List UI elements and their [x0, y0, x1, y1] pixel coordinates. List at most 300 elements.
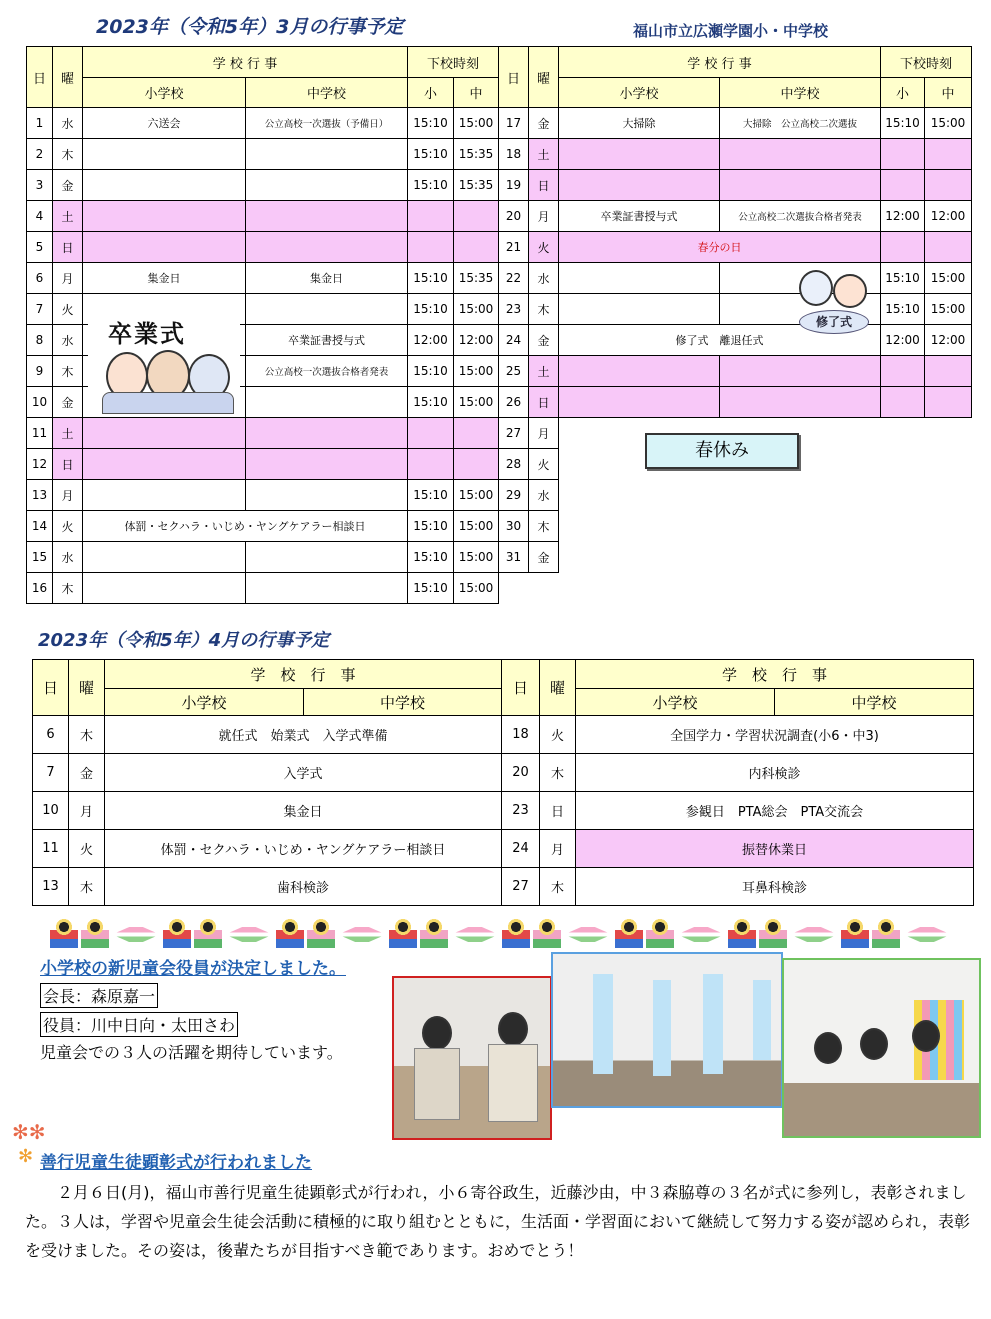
event-elem-cell: [559, 542, 720, 573]
col-elem: 小学校: [105, 689, 304, 716]
table-row: [27, 108, 499, 139]
weekday-cell: 月: [53, 263, 83, 294]
weekday-cell: 月: [529, 418, 559, 449]
weekday-cell: 月: [529, 201, 559, 232]
event-elem-cell: [83, 170, 246, 201]
day-cell: 1: [27, 108, 53, 139]
weekday-cell: 木: [69, 868, 105, 906]
event-junior-cell: [246, 418, 408, 449]
march-table-right: [498, 46, 972, 573]
day-cell: 8: [27, 325, 53, 356]
time-elem-cell: [881, 480, 925, 511]
weekday-cell: 木: [540, 754, 576, 792]
time-junior-cell: 15:00: [454, 542, 499, 573]
event-cell: 入学式: [105, 754, 502, 792]
event-junior-cell: 公立高校二次選抜合格者発表: [720, 201, 881, 232]
col-day: 日: [502, 660, 540, 716]
day-cell: 5: [27, 232, 53, 263]
col-junior: 中学校: [720, 78, 881, 108]
time-junior-cell: 15:00: [454, 511, 499, 542]
weekday-cell: 金: [529, 108, 559, 139]
event-junior-cell: [246, 294, 408, 325]
col-e: 小: [881, 78, 925, 108]
flower-icon: ✻: [18, 1146, 34, 1167]
event-elem-cell: [83, 542, 246, 573]
table-row: [499, 480, 972, 511]
time-junior-cell: [925, 511, 972, 542]
time-elem-cell: 15:10: [408, 480, 454, 511]
day-cell: 29: [499, 480, 529, 511]
weekday-cell: 日: [529, 170, 559, 201]
event-junior-cell: [246, 542, 408, 573]
weekday-cell: 土: [53, 201, 83, 232]
award-body: [25, 1178, 970, 1265]
table-row: [502, 868, 974, 906]
col-weekday: 曜: [69, 660, 105, 716]
time-junior-cell: 15:00: [925, 108, 972, 139]
col-weekday: 曜: [529, 47, 559, 108]
col-elem: 小学校: [576, 689, 775, 716]
hina-doll-icon: [728, 918, 756, 948]
event-elem-cell: [559, 294, 720, 325]
hina-doll-icon: [646, 918, 674, 948]
col-weekday: 曜: [540, 660, 576, 716]
col-events: 学 校 行 事: [576, 660, 974, 689]
time-elem-cell: [881, 232, 925, 263]
event-junior-cell: [246, 480, 408, 511]
day-cell: 25: [499, 356, 529, 387]
event-cell: 体罰・セクハラ・いじめ・ヤングケアラー相談日: [83, 511, 408, 542]
day-cell: 4: [27, 201, 53, 232]
event-elem-cell: [559, 480, 720, 511]
event-junior-cell: [720, 511, 881, 542]
time-elem-cell: [881, 418, 925, 449]
day-cell: 2: [27, 139, 53, 170]
time-junior-cell: 15:00: [454, 108, 499, 139]
col-dismissal: 下校時刻: [881, 47, 972, 78]
day-cell: 7: [33, 754, 69, 792]
event-junior-cell: 公立高校一次選抜（予備日）: [246, 108, 408, 139]
event-cell: 就任式 始業式 入学式準備: [105, 716, 502, 754]
time-elem-cell: 15:10: [408, 573, 454, 604]
time-elem-cell: [881, 387, 925, 418]
hishimochi-icon: [112, 918, 160, 948]
weekday-cell: 火: [529, 232, 559, 263]
time-junior-cell: 12:00: [925, 325, 972, 356]
time-elem-cell: [408, 449, 454, 480]
day-cell: 17: [499, 108, 529, 139]
hina-doll-icon: [841, 918, 869, 948]
time-elem-cell: 15:10: [881, 263, 925, 294]
event-elem-cell: [83, 232, 246, 263]
hina-doll-icon: [194, 918, 222, 948]
table-row: [499, 511, 972, 542]
time-elem-cell: [881, 170, 925, 201]
table-row: [27, 449, 499, 480]
hishimochi-icon: [903, 918, 951, 948]
day-cell: 3: [27, 170, 53, 201]
event-junior-cell: [246, 170, 408, 201]
table-row: [499, 201, 972, 232]
day-cell: 30: [499, 511, 529, 542]
table-row: [499, 542, 972, 573]
col-j: 中: [925, 78, 972, 108]
col-junior: 中学校: [246, 78, 408, 108]
table-row: [27, 232, 499, 263]
event-junior-cell: [720, 387, 881, 418]
event-elem-cell: [559, 263, 720, 294]
time-junior-cell: [925, 387, 972, 418]
time-junior-cell: [925, 232, 972, 263]
time-junior-cell: 15:35: [454, 170, 499, 201]
weekday-cell: 月: [53, 480, 83, 511]
col-weekday: 曜: [53, 47, 83, 108]
hina-doll-icon: [420, 918, 448, 948]
col-events: 学 校 行 事: [83, 47, 408, 78]
time-elem-cell: 15:10: [408, 294, 454, 325]
table-row: [499, 139, 972, 170]
weekday-cell: 金: [69, 754, 105, 792]
school-name: 福山市立広瀬学園小・中学校: [633, 22, 829, 40]
col-dismissal: 下校時刻: [408, 47, 499, 78]
shuryo-illustration: [793, 256, 877, 342]
hishimochi-icon: [451, 918, 499, 948]
col-events: 学 校 行 事: [105, 660, 502, 689]
day-cell: 23: [499, 294, 529, 325]
event-elem-cell: [559, 170, 720, 201]
time-junior-cell: 12:00: [454, 325, 499, 356]
time-junior-cell: 15:35: [454, 263, 499, 294]
time-elem-cell: 15:10: [408, 139, 454, 170]
event-elem-cell: [83, 139, 246, 170]
table-row: [27, 573, 499, 604]
day-cell: 10: [33, 792, 69, 830]
weekday-cell: 月: [69, 792, 105, 830]
weekday-cell: 火: [53, 511, 83, 542]
time-junior-cell: 15:00: [454, 294, 499, 325]
weekday-cell: 木: [529, 511, 559, 542]
council-photo-1: [392, 976, 552, 1140]
event-elem-cell: [83, 418, 246, 449]
weekday-cell: 水: [529, 480, 559, 511]
table-row: [33, 754, 502, 792]
weekday-cell: 金: [529, 325, 559, 356]
time-elem-cell: [881, 449, 925, 480]
time-elem-cell: [881, 139, 925, 170]
award-body-text: ２月６日(月)，福山市善行児童生徒顕彰式が行われ，小６寄谷政生，近藤沙由，中３森脇尊の３名が式に参列し，表彰されました。３人は，学習や児童会生徒会活動に積極的に取り組むとともに，生活面・学習面において継続して努力する姿が認められ，表彰を受けました。その姿は，後輩たちが目指すべき範であります。おめでとう！: [25, 1183, 970, 1260]
time-elem-cell: 15:10: [408, 170, 454, 201]
table-row: [499, 263, 972, 294]
table-row: [27, 418, 499, 449]
time-junior-cell: 15:00: [454, 387, 499, 418]
time-elem-cell: 15:10: [408, 263, 454, 294]
weekday-cell: 火: [540, 716, 576, 754]
shuryo-art-text: 修了式: [799, 310, 869, 334]
council-president: 会長：森原嘉一: [40, 983, 158, 1008]
day-cell: 27: [499, 418, 529, 449]
time-elem-cell: 12:00: [881, 201, 925, 232]
weekday-cell: 日: [540, 792, 576, 830]
weekday-cell: 日: [53, 232, 83, 263]
day-cell: 11: [33, 830, 69, 868]
col-junior: 中学校: [775, 689, 974, 716]
hina-doll-icon: [50, 918, 78, 948]
hina-doll-icon: [759, 918, 787, 948]
table-row: [499, 325, 972, 356]
event-elem-cell: [559, 387, 720, 418]
table-row: [33, 716, 502, 754]
day-cell: 6: [33, 716, 69, 754]
event-elem-cell: [83, 573, 246, 604]
council-officers: 役員：川中日向・太田さわ: [40, 1012, 238, 1037]
col-elem: 小学校: [559, 78, 720, 108]
event-junior-cell: 卒業証書授与式: [246, 325, 408, 356]
event-elem-cell: [559, 356, 720, 387]
march-title: 2023年（令和5年）3月の行事予定: [96, 16, 404, 38]
event-cell: 参観日 PTA総会 PTA交流会: [576, 792, 974, 830]
event-elem-cell: 集金日: [83, 263, 246, 294]
council-photo-2: [551, 952, 783, 1108]
day-cell: 9: [27, 356, 53, 387]
hina-doll-icon: [81, 918, 109, 948]
hina-doll-icon: [872, 918, 900, 948]
table-row: [502, 754, 974, 792]
time-junior-cell: [925, 170, 972, 201]
time-elem-cell: 15:10: [408, 356, 454, 387]
col-elem: 小学校: [83, 78, 246, 108]
hina-doll-icon: [615, 918, 643, 948]
april-title: 2023年（令和5年）4月の行事予定: [38, 630, 330, 651]
day-cell: 12: [27, 449, 53, 480]
weekday-cell: 水: [53, 108, 83, 139]
col-events: 学 校 行 事: [559, 47, 881, 78]
event-junior-cell: [246, 387, 408, 418]
event-junior-cell: [720, 480, 881, 511]
event-junior-cell: [720, 170, 881, 201]
col-day: 日: [27, 47, 53, 108]
weekday-cell: 木: [53, 573, 83, 604]
time-elem-cell: 12:00: [881, 325, 925, 356]
time-elem-cell: [408, 232, 454, 263]
time-elem-cell: 12:00: [408, 325, 454, 356]
col-e: 小: [408, 78, 454, 108]
day-cell: 15: [27, 542, 53, 573]
event-elem-cell: [83, 480, 246, 511]
weekday-cell: 木: [69, 716, 105, 754]
council-photo-3: [782, 958, 981, 1138]
weekday-cell: 土: [53, 418, 83, 449]
time-elem-cell: 15:10: [408, 108, 454, 139]
time-junior-cell: 15:35: [454, 139, 499, 170]
weekday-cell: 月: [540, 830, 576, 868]
event-elem-cell: [559, 511, 720, 542]
time-elem-cell: 15:10: [408, 511, 454, 542]
event-cell: 体罰・セクハラ・いじめ・ヤングケアラー相談日: [105, 830, 502, 868]
time-junior-cell: [925, 542, 972, 573]
hina-doll-icon: [502, 918, 530, 948]
day-cell: 22: [499, 263, 529, 294]
col-junior: 中学校: [304, 689, 502, 716]
table-row: [499, 170, 972, 201]
council-heading: 小学校の新児童会役員が決定しました。: [40, 959, 346, 979]
table-row: [27, 139, 499, 170]
hina-doll-icon: [389, 918, 417, 948]
time-junior-cell: 15:00: [925, 294, 972, 325]
day-cell: 26: [499, 387, 529, 418]
hishimochi-icon: [790, 918, 838, 948]
weekday-cell: 水: [53, 325, 83, 356]
col-day: 日: [499, 47, 529, 108]
event-elem-cell: 六送会: [83, 108, 246, 139]
time-elem-cell: 15:10: [408, 387, 454, 418]
time-elem-cell: [408, 418, 454, 449]
time-elem-cell: [881, 356, 925, 387]
weekday-cell: 日: [529, 387, 559, 418]
hina-doll-icon: [163, 918, 191, 948]
event-cell: 耳鼻科検診: [576, 868, 974, 906]
time-junior-cell: [925, 356, 972, 387]
hishimochi-icon: [225, 918, 273, 948]
table-row: [27, 170, 499, 201]
time-junior-cell: [454, 418, 499, 449]
weekday-cell: 土: [529, 139, 559, 170]
day-cell: 31: [499, 542, 529, 573]
flower-icon: ✻✻: [12, 1120, 46, 1144]
event-junior-cell: [720, 356, 881, 387]
day-cell: 10: [27, 387, 53, 418]
day-cell: 20: [502, 754, 540, 792]
table-row: [27, 511, 499, 542]
weekday-cell: 火: [69, 830, 105, 868]
table-row: [499, 387, 972, 418]
hishimochi-icon: [564, 918, 612, 948]
graduation-art-text: 卒業式: [108, 320, 186, 348]
time-junior-cell: [925, 449, 972, 480]
time-junior-cell: [925, 480, 972, 511]
event-junior-cell: 大掃除 公立高校二次選抜: [720, 108, 881, 139]
time-junior-cell: [454, 449, 499, 480]
hishimochi-icon: [338, 918, 386, 948]
day-cell: 13: [33, 868, 69, 906]
table-row: [27, 542, 499, 573]
time-elem-cell: [408, 201, 454, 232]
table-row: [27, 480, 499, 511]
col-day: 日: [33, 660, 69, 716]
event-cell: 修了式 離退任式: [559, 325, 881, 356]
weekday-cell: 金: [53, 170, 83, 201]
weekday-cell: 火: [53, 294, 83, 325]
weekday-cell: 木: [529, 294, 559, 325]
time-junior-cell: [925, 418, 972, 449]
time-junior-cell: 15:00: [925, 263, 972, 294]
day-cell: 24: [499, 325, 529, 356]
event-cell: 歯科検診: [105, 868, 502, 906]
event-junior-cell: [720, 542, 881, 573]
april-table-left: [32, 659, 502, 906]
event-elem-cell: 卒業証書授与式: [559, 201, 720, 232]
weekday-cell: 土: [529, 356, 559, 387]
hina-doll-icon: [307, 918, 335, 948]
table-row: [27, 263, 499, 294]
day-cell: 18: [502, 716, 540, 754]
day-cell: 14: [27, 511, 53, 542]
hishimochi-icon: [677, 918, 725, 948]
award-heading: 善行児童生徒顕彰式が行われました: [40, 1153, 312, 1173]
day-cell: 27: [502, 868, 540, 906]
event-elem-cell: [83, 449, 246, 480]
day-cell: 23: [502, 792, 540, 830]
hina-doll-icon: [533, 918, 561, 948]
day-cell: 20: [499, 201, 529, 232]
day-cell: 21: [499, 232, 529, 263]
time-junior-cell: [454, 232, 499, 263]
table-row: [499, 356, 972, 387]
day-cell: 28: [499, 449, 529, 480]
event-junior-cell: [246, 449, 408, 480]
table-row: [33, 830, 502, 868]
spring-break-label: 春休み: [645, 433, 799, 469]
event-junior-cell: 集金日: [246, 263, 408, 294]
table-row: [33, 792, 502, 830]
time-elem-cell: [881, 511, 925, 542]
time-elem-cell: 15:10: [408, 542, 454, 573]
hina-doll-icon: [276, 918, 304, 948]
weekday-cell: 木: [540, 868, 576, 906]
table-row: [33, 868, 502, 906]
event-junior-cell: [246, 573, 408, 604]
time-junior-cell: 15:00: [454, 356, 499, 387]
weekday-cell: 日: [53, 449, 83, 480]
weekday-cell: 木: [53, 139, 83, 170]
weekday-cell: 木: [53, 356, 83, 387]
time-junior-cell: [925, 139, 972, 170]
day-cell: 16: [27, 573, 53, 604]
event-junior-cell: [246, 232, 408, 263]
day-cell: 13: [27, 480, 53, 511]
weekday-cell: 水: [529, 263, 559, 294]
event-cell: 春分の日: [559, 232, 881, 263]
day-cell: 11: [27, 418, 53, 449]
table-row: [502, 716, 974, 754]
hina-doll-banner: [50, 918, 980, 952]
april-table-right: [501, 659, 974, 906]
day-cell: 7: [27, 294, 53, 325]
day-cell: 18: [499, 139, 529, 170]
time-junior-cell: 12:00: [925, 201, 972, 232]
event-cell: 振替休業日: [576, 830, 974, 868]
day-cell: 19: [499, 170, 529, 201]
table-row: [502, 830, 974, 868]
event-junior-cell: 公立高校一次選抜合格者発表: [246, 356, 408, 387]
weekday-cell: 水: [53, 542, 83, 573]
event-cell: 集金日: [105, 792, 502, 830]
event-elem-cell: 大掃除: [559, 108, 720, 139]
council-message: 児童会での３人の活躍を期待しています。: [40, 1043, 343, 1062]
weekday-cell: 金: [529, 542, 559, 573]
time-junior-cell: 15:00: [454, 573, 499, 604]
table-row: [502, 792, 974, 830]
event-junior-cell: [246, 201, 408, 232]
time-elem-cell: 15:10: [881, 108, 925, 139]
time-elem-cell: [881, 542, 925, 573]
day-cell: 6: [27, 263, 53, 294]
time-elem-cell: 15:10: [881, 294, 925, 325]
weekday-cell: 金: [53, 387, 83, 418]
event-cell: 内科検診: [576, 754, 974, 792]
table-row: [499, 232, 972, 263]
table-row: [27, 201, 499, 232]
col-j: 中: [454, 78, 499, 108]
